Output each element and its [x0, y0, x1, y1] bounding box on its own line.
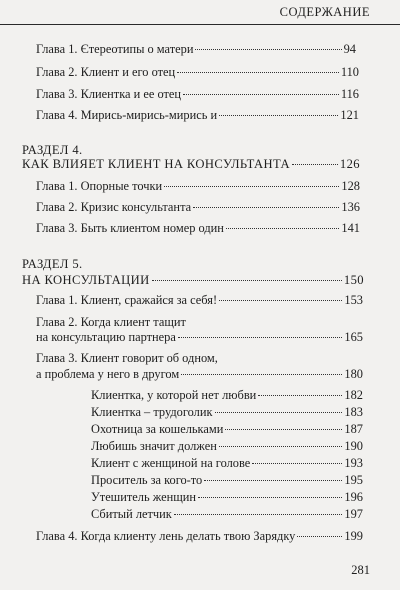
dot-leader: [164, 186, 339, 187]
dot-leader: [178, 337, 343, 338]
toc-page: 110: [340, 65, 359, 79]
toc-subentry: [91, 506, 363, 522]
toc-subentry: [91, 489, 363, 505]
toc-title: Сбитый летчик: [91, 507, 172, 521]
toc-page: 190: [344, 439, 363, 453]
dot-leader: [152, 280, 342, 281]
toc-page: 195: [344, 473, 363, 487]
toc-entry: [36, 366, 363, 382]
toc-entry: [36, 199, 360, 215]
toc-entry: [36, 178, 360, 194]
toc-entry: [22, 272, 364, 288]
toc-entry: [36, 329, 363, 345]
toc-title: Клиентка – трудоголик: [91, 405, 213, 419]
toc-entry: [36, 86, 359, 102]
toc-title: Глава 3. Клиентка и ее отец: [36, 87, 182, 101]
section-5-label: РАЗДЕЛ 5.: [22, 257, 83, 271]
section-5-title: НА КОНСУЛЬТАЦИИ: [22, 273, 150, 287]
dot-leader: [258, 395, 342, 396]
dot-leader: [219, 446, 343, 447]
toc-entry: [36, 41, 356, 57]
dot-leader: [181, 374, 342, 375]
toc-entry: [36, 107, 359, 123]
toc-page: 121: [340, 108, 359, 122]
toc-subentry: [91, 404, 363, 420]
toc-entry: [36, 64, 359, 80]
dot-leader: [193, 207, 339, 208]
toc-title-line: Глава 2. Когда клиент тащит: [36, 315, 186, 329]
toc-page: 141: [341, 221, 360, 235]
section-4-title: КАК ВЛИЯЕТ КЛИЕНТ НА КОНСУЛЬТАНТА: [22, 157, 290, 171]
page-number: 281: [351, 563, 370, 577]
toc-page: 136: [341, 200, 360, 214]
dot-leader: [252, 463, 342, 464]
toc-title: Глава 4. Мирись-мирись-мирись и: [36, 108, 218, 122]
toc-page: 153: [344, 293, 363, 307]
toc-title: Глава 2. Клиент и его отец: [36, 65, 176, 79]
toc-title: Глава 3. Быть клиентом номер один: [36, 221, 224, 235]
toc-title: Глава 4. Когда клиенту лень делать твою Зарядку: [36, 529, 296, 543]
toc-subentry: [91, 455, 363, 471]
toc-subentry: [91, 421, 363, 437]
toc-page: 126: [339, 157, 360, 171]
toc-page: 180: [344, 367, 363, 381]
toc-title: Любишь значит должен: [91, 439, 217, 453]
toc-subentry: [91, 438, 363, 454]
toc-entry: [36, 292, 363, 308]
dot-leader: [219, 300, 342, 301]
toc-page: 196: [344, 490, 363, 504]
toc-page: 128: [341, 179, 360, 193]
toc-title: Клиентка, у которой нет любви: [91, 388, 257, 402]
toc-page: 116: [340, 87, 359, 101]
dot-leader: [226, 228, 339, 229]
toc-page: 199: [344, 529, 363, 543]
toc-page: 183: [344, 405, 363, 419]
dot-leader: [195, 49, 341, 50]
toc-title: а проблема у него в другом: [36, 367, 180, 381]
toc-title: Клиент с женщиной на голове: [91, 456, 251, 470]
running-header: СОДЕРЖАНИЕ: [279, 5, 370, 19]
toc-title: на консультацию партнера: [36, 330, 176, 344]
toc-page: 94: [343, 42, 356, 56]
section-4-label: РАЗДЕЛ 4.: [22, 143, 83, 157]
toc-subentry: [91, 387, 363, 403]
dot-leader: [177, 72, 339, 73]
toc-title-line: Глава 3. Клиент говорит об одном,: [36, 351, 218, 365]
toc-page: 150: [343, 273, 364, 287]
toc-page: 187: [344, 422, 363, 436]
toc-entry: [36, 220, 360, 236]
toc-title: Проситель за кого-то: [91, 473, 203, 487]
toc-title: Утешитель женщин: [91, 490, 197, 504]
toc-page: 165: [344, 330, 363, 344]
dot-leader: [183, 94, 339, 95]
dot-leader: [297, 536, 342, 537]
dot-leader: [219, 115, 338, 116]
dot-leader: [204, 480, 342, 481]
toc-title: Глава 1. Опорные точки: [36, 179, 163, 193]
toc-title: Глава 1. Єтереотипы о матери: [36, 42, 194, 56]
toc-page: 193: [344, 456, 363, 470]
toc-entry: [22, 156, 360, 172]
toc-title: Глава 2. Кризис консультанта: [36, 200, 192, 214]
toc-page: 197: [344, 507, 363, 521]
dot-leader: [292, 164, 338, 165]
dot-leader: [225, 429, 342, 430]
toc-title: Охотница за кошельками: [91, 422, 224, 436]
dot-leader: [198, 497, 342, 498]
toc-entry: [36, 528, 363, 544]
dot-leader: [215, 412, 343, 413]
toc-page: 182: [344, 388, 363, 402]
toc-title: Глава 1. Клиент, сражайся за себя!: [36, 293, 218, 307]
header-rule: [0, 24, 400, 25]
toc-subentry: [91, 472, 363, 488]
dot-leader: [174, 514, 343, 515]
